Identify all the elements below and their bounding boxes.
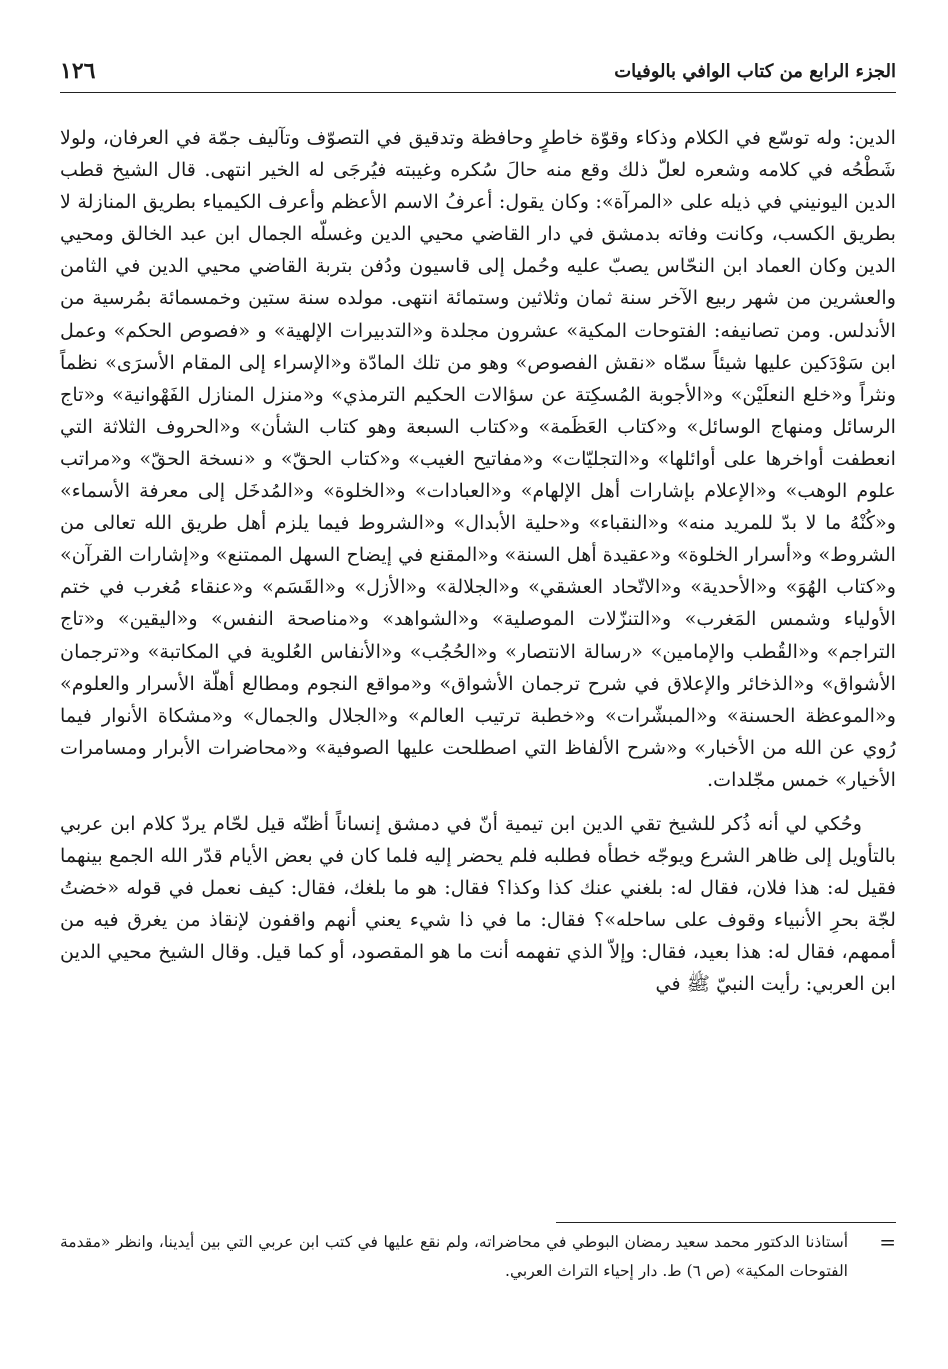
page-header xyxy=(60,50,896,93)
footnote xyxy=(60,1228,896,1286)
book-page xyxy=(60,50,896,1340)
main-text xyxy=(60,122,896,1001)
footnote-text: أستاذنا الدكتور محمد سعيد رمضان البوطي في محاضراته، ولم نقع عليها في كتب ابن عربي التي بين أيدينا، وانظر «مقدمة الفتوحات المكية» (ص ٦) ط. دار إحياء التراث العربي. xyxy=(60,1233,848,1280)
running-title: الجزء الرابع من كتاب الوافي بالوفيات xyxy=(614,60,896,82)
footnote-separator xyxy=(556,1222,896,1223)
footnote-continuation-mark: = xyxy=(879,1230,896,1254)
page-number: ١٢٦ xyxy=(60,58,96,84)
paragraph-2: وحُكي لي أنه ذُكر للشيخ تقي الدين ابن تيمية أنّ في دمشق إنساناً أظنّه قيل لحّام يردّ كلام ابن عربي بالتأويل إلى ظاهر الشرع ويوجّه خطأه فطلبه فلم يحضر إليه فلما كان في بعض الأيام قدّر الله الجمع بينهما فقيل له: هذا فلان، فقال له: بلغني عنك كذا وكذا؟ فقال: هو ما بلغك، فقال: كيف نعمل في قوله «خضتُ لجّة بحرِ الأنبياء وقوف على ساحله»؟ فقال: ما في ذا شيء يعني أنهم واقفون لإنقاذ من يغرق فيه من أممهم، فقال له: هذا بعيد، فقال: وإلاّ الذي تفهمه أنت ما هو المقصود، أو كما قيل. وقال الشيخ محيي الدين ابن العربي: رأيت النبيّ ﷺ في xyxy=(60,811,896,996)
paragraph-1: الدين: وله توسّع في الكلام وذكاء وقوّة خاطرٍ وحافظة وتدقيق في التصوّف وتآليف جمّة في العرفان، ولولا شَطْحُه في كلامه وشعره لعلّ ذلك وقع منه حالَ سُكره وغيبته فيُرجَى له الخير انتهى. قال الشيخ قطب الدين اليونيني في ذيله على «المرآة»: وكان يقول: أعرفُ الاسم الأعظم وأعرف الكيمياء بطريق المنازلة لا بطريق الكسب، وكانت وفاته بدمشق في دار القاضي محيي الدين وغسلّه الجمال ابن عبد الخالق ومحيي الدين وكان العماد ابن النحّاس يصبّ عليه وحُمل إلى قاسيون ودُفن بتربة القاضي محيي الدين في الثامن والعشرين من شهر ربيع الآخر سنة ثمان وثلاثين وستمائة انتهى. مولده سنة ستين وخمسمائة بمُرسية من الأندلس. ومن تصانيفه: الفتوحات المكية» عشرون مجلدة و«التدبيرات الإلهية» و «فصوص الحكم» وعمل ابن سَوْدَكين عليها شيئاً سمّاه «نقش الفصوص» وهو من تلك المادّة و«الإسراء إلى المقام الأسرَى» نظماً ونثراً و«خلع النعلَيْن» و«الأجوبة المُسكِتة عن سؤالات الحكيم الترمذي» و«منزل المنازل الفَهْوانية» و«تاج الرسائل ومنهاج الوسائل» و«كتاب العَظَمة» و«كتاب السبعة وهو كتاب الشأن» و«الحروف الثلاثة التي انعطفت أواخرها على أوائلها» و«التجليّات» و«مفاتيح الغيب» و«كتاب الحقّ» و «نسخة الحقّ» و«مراتب علوم الوهب» و«الإعلام بإشارات أهل الإلهام» و«العبادات» و«الخلوة» و«المُدخَل إلى معرفة الأسماء» و«كُنْهُ ما لا بدّ للمريد منه» و«النقباء» و«حلية الأبدال» و«الشروط فيما يلزم أهل طريق الله تعالى من الشروط» و«أسرار الخلوة» و«عقيدة أهل السنة» و«المقنع في إيضاح السهل الممتنع» و«إشارات القرآن» و«كتاب الهُوَ» و«الأحدية» و«الاتّحاد العشقي» و«الجلالة» و«الأزل» و«القَسَم» و«عنقاء مُغرب في ختم الأولياء وشمس المَغرب» و«التنزّلات الموصلية» و«الشواهد» و«مناصحة النفس» و«اليقين» و«تاج التراجم» و«القُطب والإمامين» «رسالة الانتصار» و«الحُجُب» و«الأنفاس العُلوية في المكاتبة» و«ترجمان الأشواق» و«الذخائر والإعلاق في شرح ترجمان الأشواق» و«مواقع النجوم ومطالع أهلّة الأسرار والعلوم» و«الموعظة الحسنة» و«المبشّرات» و«خطبة ترتيب العالم» و«الجلال والجمال» و«مشكاة الأنوار فيما رُوي عن الله من الأخبار» و«شرح الألفاظ التي اصطلحت عليها الصوفية» و«محاضرات الأبرار ومسامرات الأخيار» خمس مجّلدات. xyxy=(59,126,896,791)
